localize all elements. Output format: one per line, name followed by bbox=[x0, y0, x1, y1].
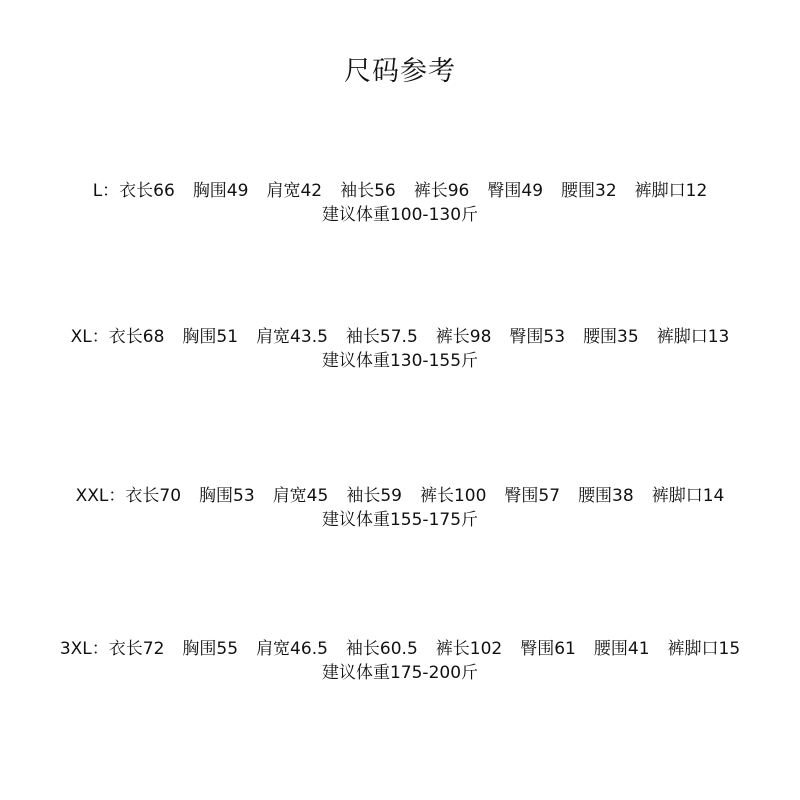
measure-shoulder: 肩宽46.5 bbox=[256, 639, 328, 659]
measure-hip: 臀围57 bbox=[504, 486, 561, 506]
measure-pants-length: 裤长100 bbox=[419, 486, 487, 506]
measure-sleeve: 袖长59 bbox=[346, 486, 402, 506]
measure-chest: 胸围53 bbox=[199, 486, 255, 506]
measure-pants-length: 裤长102 bbox=[435, 639, 503, 659]
size-block-xl bbox=[0, 325, 800, 373]
size-lead bbox=[76, 484, 181, 508]
size-label: L bbox=[92, 181, 103, 201]
size-lead bbox=[93, 179, 175, 203]
measure-shoulder: 肩宽45 bbox=[272, 486, 329, 506]
measure-chest: 胸围55 bbox=[182, 639, 239, 659]
measure-clothing-length: 衣长66 bbox=[119, 181, 175, 201]
size-lead bbox=[71, 325, 165, 349]
size-label: XL bbox=[70, 327, 92, 347]
measure-hem: 裤脚口12 bbox=[634, 181, 708, 201]
size-label: 3XL bbox=[59, 639, 92, 659]
measure-clothing-length: 衣长72 bbox=[108, 639, 165, 659]
size-separator: ： bbox=[102, 181, 120, 201]
measure-sleeve: 袖长56 bbox=[340, 181, 396, 201]
size-block-xxl bbox=[0, 484, 800, 532]
measure-hip: 臀围49 bbox=[487, 181, 544, 201]
weight-recommendation: 建议体重175-200斤 bbox=[321, 663, 479, 683]
size-lead bbox=[60, 637, 165, 661]
measure-sleeve: 袖长57.5 bbox=[345, 327, 418, 347]
measure-sleeve: 袖长60.5 bbox=[345, 639, 418, 659]
weight-recommendation: 建议体重155-175斤 bbox=[321, 510, 479, 530]
measure-waist: 腰围38 bbox=[578, 486, 634, 506]
measure-pants-length: 裤长96 bbox=[413, 181, 470, 201]
measure-hip: 臀围53 bbox=[509, 327, 566, 347]
measure-hem: 裤脚口14 bbox=[651, 486, 725, 506]
size-label: XXL bbox=[75, 486, 109, 506]
measure-shoulder: 肩宽43.5 bbox=[256, 327, 328, 347]
size-block-3xl bbox=[0, 637, 800, 685]
measure-waist: 腰围41 bbox=[593, 639, 650, 659]
measure-line bbox=[0, 484, 800, 508]
measure-pants-length: 裤长98 bbox=[435, 327, 492, 347]
measure-line bbox=[0, 637, 800, 661]
measure-hem: 裤脚口15 bbox=[667, 639, 741, 659]
measure-line bbox=[0, 325, 800, 349]
measure-chest: 胸围49 bbox=[192, 181, 249, 201]
measure-waist: 腰围32 bbox=[561, 181, 617, 201]
size-separator: ： bbox=[91, 327, 109, 347]
page-title: 尺码参考 bbox=[344, 56, 456, 87]
measure-clothing-length: 衣长68 bbox=[108, 327, 165, 347]
measure-clothing-length: 衣长70 bbox=[125, 486, 182, 506]
measure-chest: 胸围51 bbox=[182, 327, 239, 347]
size-separator: ： bbox=[108, 486, 126, 506]
size-block-l bbox=[0, 179, 800, 227]
weight-recommendation: 建议体重130-155斤 bbox=[321, 351, 479, 371]
size-separator: ： bbox=[91, 639, 109, 659]
measure-hip: 臀围61 bbox=[520, 639, 576, 659]
measure-hem: 裤脚口13 bbox=[656, 327, 730, 347]
measure-shoulder: 肩宽42 bbox=[266, 181, 323, 201]
measure-line bbox=[0, 179, 800, 203]
measure-waist: 腰围35 bbox=[583, 327, 639, 347]
weight-recommendation: 建议体重100-130斤 bbox=[321, 205, 479, 225]
